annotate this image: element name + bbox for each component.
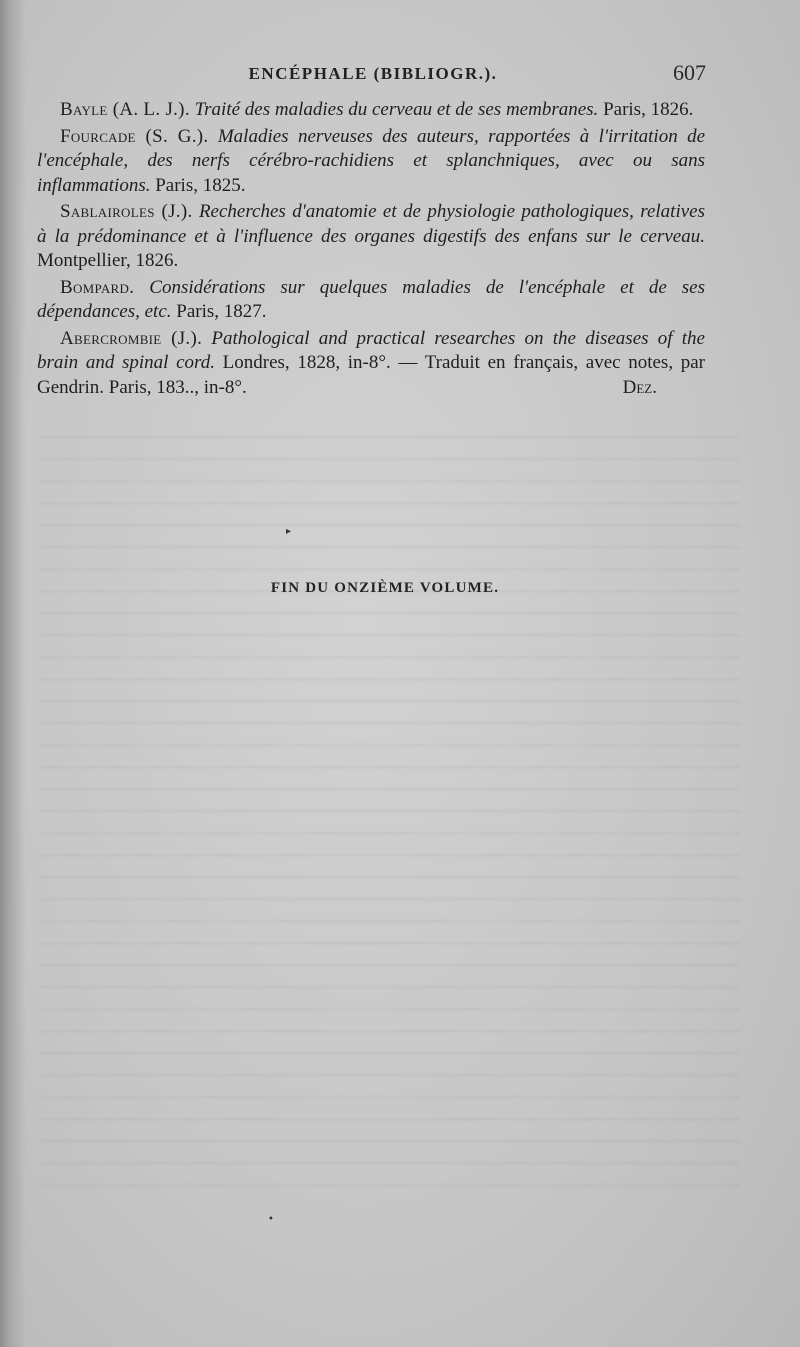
entry-title: Traité des maladies du cerveau et de ses membranes. [194, 99, 599, 120]
entry-signature: Dez. [622, 376, 657, 398]
entry-author: Bayle (A. L. J.). [60, 99, 190, 120]
entry-publication: Paris, 1826. [603, 99, 694, 120]
bibliography-entry [37, 200, 705, 274]
bibliography-list [37, 98, 705, 402]
bibliography-entry [37, 98, 705, 123]
entry-title: Pathological and practical researches on the diseases of the brain and spinal cord. [37, 327, 705, 373]
bibliography-entry [37, 125, 705, 199]
bibliography-entry [37, 327, 705, 401]
end-of-volume-note: FIN DU ONZIÈME VOLUME. [270, 580, 500, 596]
entry-author: Fourcade (S. G.). [60, 125, 209, 147]
entry-publication: Paris, 1825. [155, 174, 246, 196]
running-header-title: ENCÉPHALE (BIBLIOGR.). [248, 64, 498, 83]
entry-title: Considérations sur quelques maladies de l'encéphale et de ses dépendances, etc. [37, 276, 706, 322]
entry-author: Sablairoles (J.). [60, 201, 193, 222]
ink-speck: ▸ [286, 526, 292, 537]
entry-publication: Londres, 1828, in-8°. — Traduit en français, avec notes, par Gendrin. Paris, 183.., in-8°. [37, 352, 706, 398]
page-gutter-shadow [0, 0, 26, 1347]
entry-author: Bompard. [60, 276, 135, 298]
entry-title: Recherches d'anatomie et de physiologie pathologiques, relatives à la prédominance et à l'influence des organes digestifs des enfans sur le cerveau. [37, 201, 705, 247]
entry-author: Abercrombie (J.). [60, 327, 203, 349]
entry-publication: Paris, 1827. [176, 301, 267, 322]
ink-speck: • [268, 1214, 274, 1225]
entry-title: Maladies nerveuses des auteurs, rapportées à l'irritation de l'encéphale, des nerfs cérébro-rachidiens et splanchniques, avec ou sans inflammations. [37, 125, 706, 196]
bibliography-entry [37, 276, 705, 325]
show-through-bleed [40, 420, 740, 1190]
entry-publication: Montpellier, 1826. [37, 250, 179, 271]
running-header [40, 60, 706, 90]
page-number: 607 [673, 60, 706, 85]
